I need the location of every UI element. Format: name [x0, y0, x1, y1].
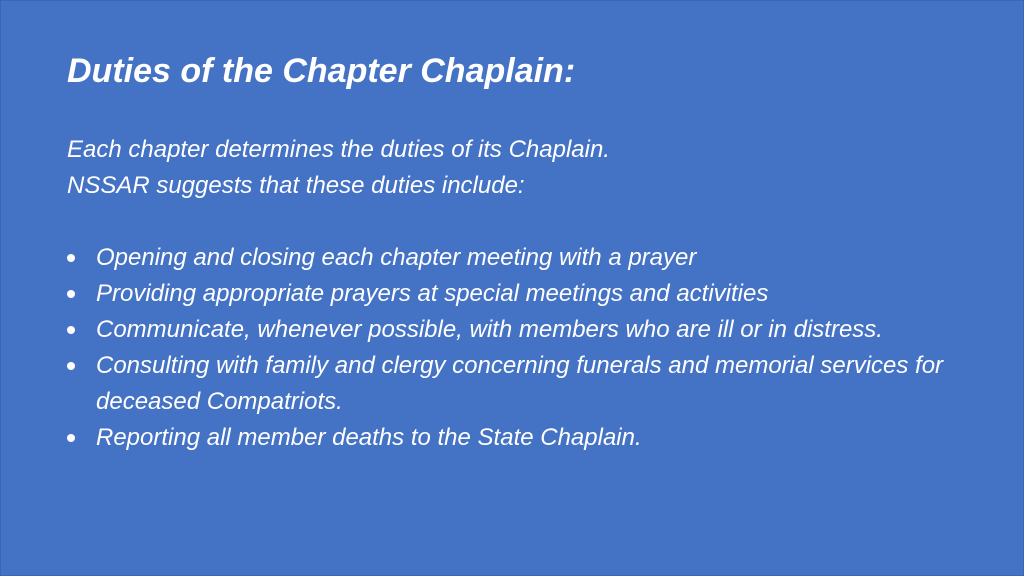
intro-line: Each chapter determines the duties of its Chaplain. — [67, 136, 610, 163]
duty-text: Opening and closing each chapter meeting with a prayer — [96, 244, 697, 271]
bullet-dot-icon — [67, 434, 75, 442]
duty-item — [67, 348, 997, 420]
intro-text — [67, 132, 610, 204]
slide-title: Duties of the Chapter Chaplain: — [67, 52, 576, 90]
intro-line: NSSAR suggests that these duties include: — [67, 172, 525, 199]
duty-item — [67, 312, 997, 348]
duty-item — [67, 420, 997, 456]
duty-text: Reporting all member deaths to the State Chaplain. — [96, 424, 642, 451]
bullet-dot-icon — [67, 362, 75, 370]
duty-text: Communicate, whenever possible, with members who are ill or in distress. — [96, 316, 883, 343]
bullet-dot-icon — [67, 290, 75, 298]
duty-text: Providing appropriate prayers at special meetings and activities — [96, 280, 769, 307]
duty-item — [67, 240, 997, 276]
bullet-dot-icon — [67, 254, 75, 262]
duties-list — [67, 240, 997, 456]
duty-text: Consulting with family and clergy concerning funerals and memorial services for deceased Compatriots. — [96, 352, 944, 415]
duty-item — [67, 276, 997, 312]
bullet-dot-icon — [67, 326, 75, 334]
